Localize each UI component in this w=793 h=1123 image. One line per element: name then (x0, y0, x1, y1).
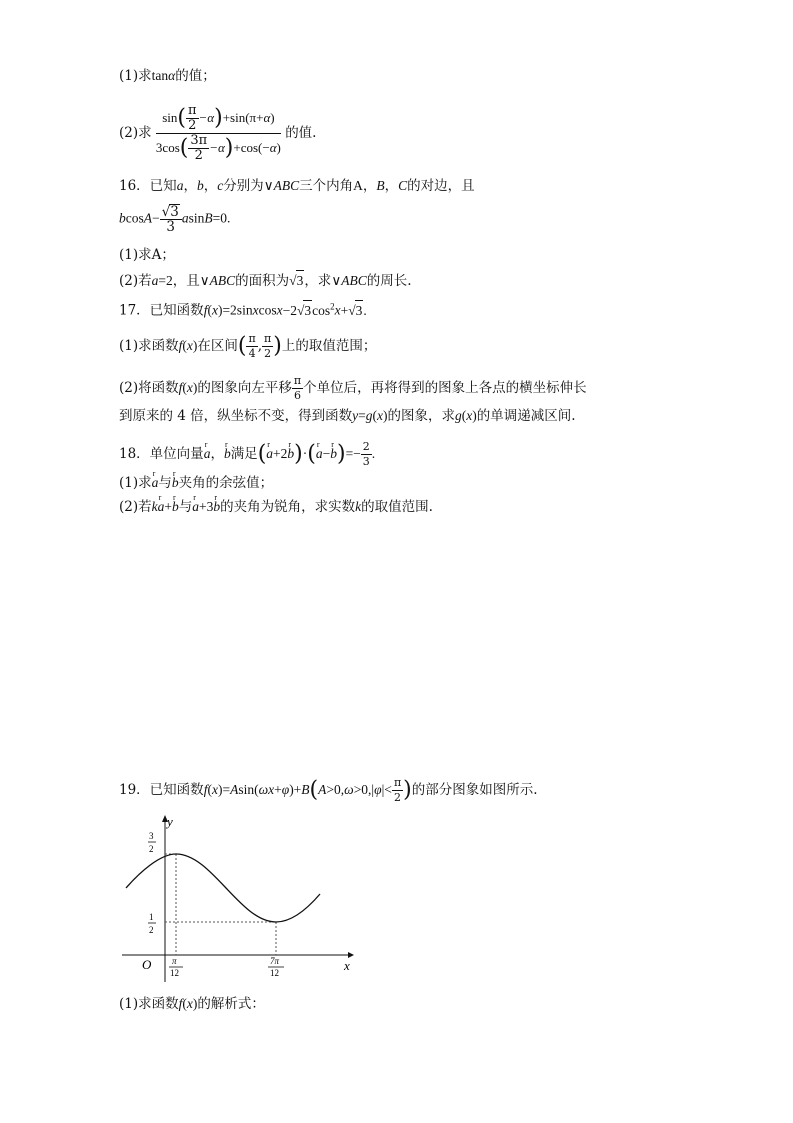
q17-p2-l2c: 的单调递减区间. (476, 408, 576, 424)
x-tick-1-num: π (172, 956, 177, 966)
q19-p1b: 的解析式： (197, 996, 265, 1012)
q16-part2: (2)若a=2，且∨ABC的面积为√3，求∨ABC的周长. (119, 270, 412, 291)
q17-p1c: 上的取值范围； (281, 338, 377, 354)
q18-stem: 18．单位向量r a，r b满足(r a+2r b)·(r a−r b)=− $\frac{2}{3}$ . (119, 440, 375, 469)
q18-part2: (2)若kr a+r b与r a+3r b的夹角为锐角，求实数k的取值范围. (119, 497, 433, 517)
q15-p1-prefix: (1)求 (119, 68, 152, 84)
q18-p1b: 与 (158, 475, 172, 491)
q15-part2 (119, 104, 316, 163)
q15-fraction: sin( $\frac{\pi}{2}$ −α)+sin(π+α) 3cos( $\frac{3\pi}{2}$ −α)+cos(−α) (155, 103, 281, 163)
q17-part2: (2)将函数f(x)的图象向左平移 $\frac{\pi}{6}$ 个单位后，再将得到的图象上各点的横坐标伸长 (119, 374, 587, 402)
q19-part1: (1)求函数f(x)的解析式： (119, 996, 265, 1012)
y-axis-label: y (167, 814, 173, 829)
x-tick-2-num: 7π (270, 956, 280, 966)
q17-label: 17．已知函数 (119, 302, 204, 319)
q16-condition: bcosA− $\frac{√3}{3}$ asinB=0. (119, 204, 231, 235)
q16-p1: (1)求A； (119, 247, 175, 263)
y-min-num: 1 (149, 912, 154, 922)
q15-part1: (1)求tanα的值； (119, 68, 216, 84)
q18-p2d: 的取值范围. (361, 499, 433, 515)
q16-p2d: ，求 (304, 273, 332, 289)
q17-p2-l2a: 到原来的 4 倍，纵坐标不变，得到函数 (119, 408, 353, 424)
x-tick-1-den: 12 (170, 968, 179, 978)
q19-stem: 19．已知函数f(x)=Asin(ωx+φ)+B(A>0,ω>0,|φ|< $\frac{\pi}{2}$ )的部分图象如图所示. (119, 776, 538, 804)
q16-t1: 分别为 (223, 178, 264, 194)
q16-part1 (119, 245, 175, 265)
q18-p1c: 夹角的余弦值； (178, 475, 274, 491)
q16-p2b: ，且 (172, 273, 200, 289)
q18-t1: ， (210, 446, 224, 462)
q17-p2c: 个单位后，再将得到的图象上各点的横坐标伸长 (303, 380, 587, 396)
q17-p2a: (2)将函数 (119, 380, 179, 396)
sine-graph (112, 812, 362, 984)
q15-p1-suffix: 的值； (175, 68, 216, 84)
q16-p2e: 的周长. (366, 273, 412, 289)
q17-stem: 17．已知函数$f(x)=2sinxcosx-2√3\cos^2x+√3$. (119, 301, 367, 319)
q17-p2b: 的图象向左平移 (197, 380, 292, 396)
q18-p2b: 与 (178, 499, 193, 515)
q17-part2-line2: 到原来的 4 倍，纵坐标不变，得到函数y=g(x)的图象，求g(x)的单调递减区间. (119, 408, 576, 424)
q16-t3: 的对边，且 (407, 178, 475, 194)
q17-p1a: (1)求函数 (119, 338, 179, 354)
q18-label: 18．单位向量 (119, 446, 204, 462)
q17-p1b: 在区间 (197, 338, 238, 354)
q16-stem: 16．已知a，b，c分别为∨ABC三个内角A，B，C的对边，且 (119, 178, 475, 194)
q18-part1: (1)求r a与r b夹角的余弦值； (119, 473, 273, 493)
y-min-den: 2 (149, 925, 154, 935)
q18-t2: 满足 (230, 446, 258, 462)
q18-p1a: (1)求 (119, 475, 152, 491)
q16-p2a: (2)若 (119, 273, 152, 289)
q17-p2-l2b: 的图象，求 (387, 408, 456, 424)
q16-p2c: 的面积为 (235, 273, 290, 289)
q19-t1: 的部分图象如图所示. (411, 782, 538, 798)
q17-part1: (1)求函数f(x)在区间( $\frac{\pi}{4}$ , $\frac{\pi}{2}$ )上的取值范围； (119, 332, 377, 360)
q18-p2a: (2)若 (119, 499, 152, 515)
q19-label: 19．已知函数 (119, 782, 204, 798)
q16-label: 16．已知 (119, 178, 177, 194)
q18-p2c: 的夹角为锐角，求实数 (220, 499, 356, 515)
q15-p2-prefix: (2)求 (119, 125, 152, 141)
q15-p2-suffix: 的值. (285, 125, 317, 141)
x-axis-label: x (344, 958, 350, 973)
q16-t2: 三个内角 (299, 178, 354, 194)
origin-label: O (142, 957, 152, 972)
x-tick-2-den: 12 (270, 968, 279, 978)
y-max-num: 3 (149, 831, 154, 841)
y-max-den: 2 (149, 844, 154, 854)
q19-p1: (1)求函数 (119, 996, 179, 1012)
sine-curve (126, 854, 320, 922)
